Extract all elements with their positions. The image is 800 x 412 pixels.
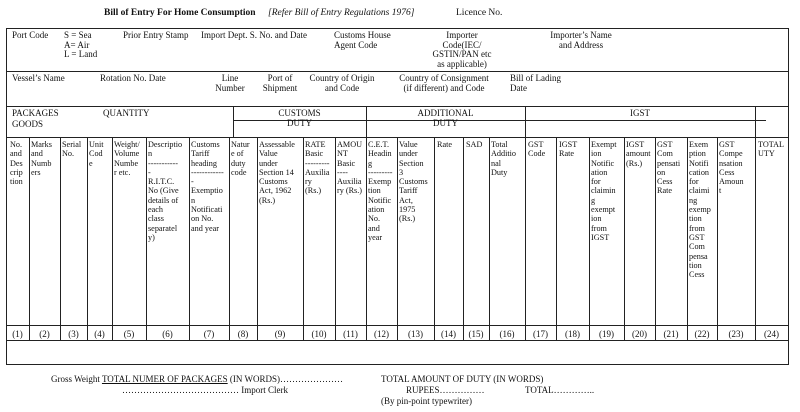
column-number-bottom [6,340,789,341]
import-clerk-line: ………………………………… Import Clerk [122,385,288,395]
frame-top-line [6,28,789,29]
quantity-header: QUANTITY [103,108,150,118]
column-number: (1) [12,329,23,339]
prior-entry-stamp-label: Prior Entry Stamp [123,30,189,40]
column-separator [257,137,258,340]
column-separator [87,137,88,340]
column-number: (22) [694,329,710,339]
column-header: GST Compe nsation Cess Amoun t [719,140,744,196]
column-separator [189,137,190,340]
total-label: TOTAL………….. [525,385,595,395]
customs-house-agent-label: Customs House Agent Code [334,30,391,50]
column-separator [556,137,557,340]
column-number: (5) [123,329,135,339]
column-header: Serial No. [62,140,82,159]
transport-mode-codes: S = Sea A= Air L = Land [64,30,98,59]
frame-right-line [788,28,789,364]
typewriter-note: (By pin-point typewriter) [381,396,472,406]
column-separator [463,137,464,340]
column-header: Marks and Numb ers [31,140,52,177]
column-number: (4) [94,329,105,339]
column-header: Total Additio nal Duty [491,140,517,177]
column-number: (17) [533,329,548,339]
importer-name-label: Importer’s Name and Address [550,30,612,50]
rupees-label: RUPEES…………… [406,385,485,395]
column-number: (12) [374,329,389,339]
column-separator [146,137,147,340]
column-separator [624,137,625,340]
igst-header: IGST [630,108,650,118]
line-number-label: Line Number [215,73,245,93]
port-code-label: Port Code [12,30,49,40]
column-separator [335,137,336,340]
column-header: No. and Des crip tion [10,140,23,187]
column-header: RATE Basic --------- Auxilia ry (Rs.) [305,140,330,196]
column-header: Descriptio n ----------- - R.I.T.C. No (Give details of each class separatel y) [148,140,183,242]
column-separator [60,137,61,340]
column-number: (8) [237,329,249,339]
column-header: TOTAL UTY [758,140,785,159]
importer-code-label: Importer Code(IEC/ GSTIN/PAN etc as applicable) [432,30,492,69]
column-separator [589,137,590,340]
column-separator [755,137,756,340]
column-number: (23) [728,329,744,339]
column-header: Assessable Value under Section 14 Customs Act, 1962 (Rs.) [259,140,295,205]
column-separator [303,137,304,340]
column-number: (10) [311,329,327,339]
country-of-consignment-label: Country of Consignment (if different) and Code [399,73,489,93]
form-title: Bill of Entry For Home Consumption [104,8,256,18]
row-divider-1 [6,71,789,72]
gross-weight-label: Gross Weight [51,374,100,384]
column-number: (19) [599,329,614,339]
group-separator-total [755,106,756,137]
column-number: (14) [441,329,456,339]
column-header: C.E.T. Headin g --------- Exemp tion Notific ation No. and year [368,140,393,242]
port-of-shipment-label: Port of Shipment [262,73,298,93]
column-header: Exem ption Notifi cation for claimi ng exemp tion from GST Com pensa tion Cess [689,140,711,280]
column-number: (11) [343,329,358,339]
frame-bottom-line [6,364,789,365]
bill-of-lading-label: Bill of Lading Date [510,73,561,93]
column-separator [366,137,367,340]
column-number: (18) [565,329,580,339]
country-of-origin-label: Country of Origin and Code [309,73,375,93]
row-divider-2 [6,106,789,107]
import-dept-label: Import Dept. S. No. and Date [201,30,307,40]
column-separator [655,137,656,340]
vessel-name-label: Vessel’s Name [12,73,65,83]
packages-in-words: (IN WORDS)………………… [227,374,344,384]
column-separator [112,137,113,340]
column-number: (2) [39,329,50,339]
column-number: (16) [499,329,515,339]
column-header: Unit Cod e [89,140,104,168]
frame-left-line [6,28,7,364]
column-header: AMOU NT Basic ---- Auxilia ry (Rs.) [337,140,363,196]
customs-duty-header: CUSTOMS DUTY [278,108,321,128]
column-separator [687,137,688,340]
column-header: Value under Section 3 Customs Tariff Act, 1975 (Rs.) [399,140,428,224]
column-header: GST Code [528,140,546,159]
column-header: Weight/ Volume Numbe r etc. [114,140,140,177]
column-header: SAD [466,140,483,149]
column-number: (6) [162,329,173,339]
column-header: IGST Rate [559,140,578,159]
column-separator [717,137,718,340]
column-separator [29,137,30,340]
column-number: (3) [68,329,79,339]
column-number: (24) [764,329,779,339]
column-separator [229,137,230,340]
column-number: (13) [408,329,423,339]
column-separator [397,137,398,340]
column-separator [525,137,526,340]
column-separator [434,137,435,340]
rotation-number-label: Rotation No. Date [100,73,166,83]
column-header: IGST amount (Rs.) [626,140,651,168]
licence-number-label: Licence No. [456,8,503,18]
column-number: (9) [274,329,286,339]
column-header: Customs Tariff heading ------------ - Exemptio n Notificati on No. and year [191,140,224,233]
goods-header: GOODS [12,119,44,129]
column-header: Natur e of duty code [231,140,250,177]
regulation-reference: [Refer Bill of Entry Regulations 1976] [268,8,415,18]
column-header: Rate [437,140,453,149]
column-separator [489,137,490,340]
total-duty-label: TOTAL AMOUNT OF DUTY (IN WORDS) [381,374,544,384]
additional-duty-header: ADDITIONAL DUTY [417,108,474,128]
total-packages-label: TOTAL NUMER OF PACKAGES [101,374,228,384]
column-header: GST Com pensati on Cess Rate [657,140,681,196]
column-header: Exempt ion Notific ation for claimin g exempt ion from IGST [591,140,617,242]
column-number: (15) [468,329,484,339]
column-number: (20) [632,329,647,339]
gross-weight-line [51,375,343,385]
column-number: (21) [663,329,679,339]
packages-header: PACKAGES [12,108,59,118]
column-number: (7) [203,329,215,339]
